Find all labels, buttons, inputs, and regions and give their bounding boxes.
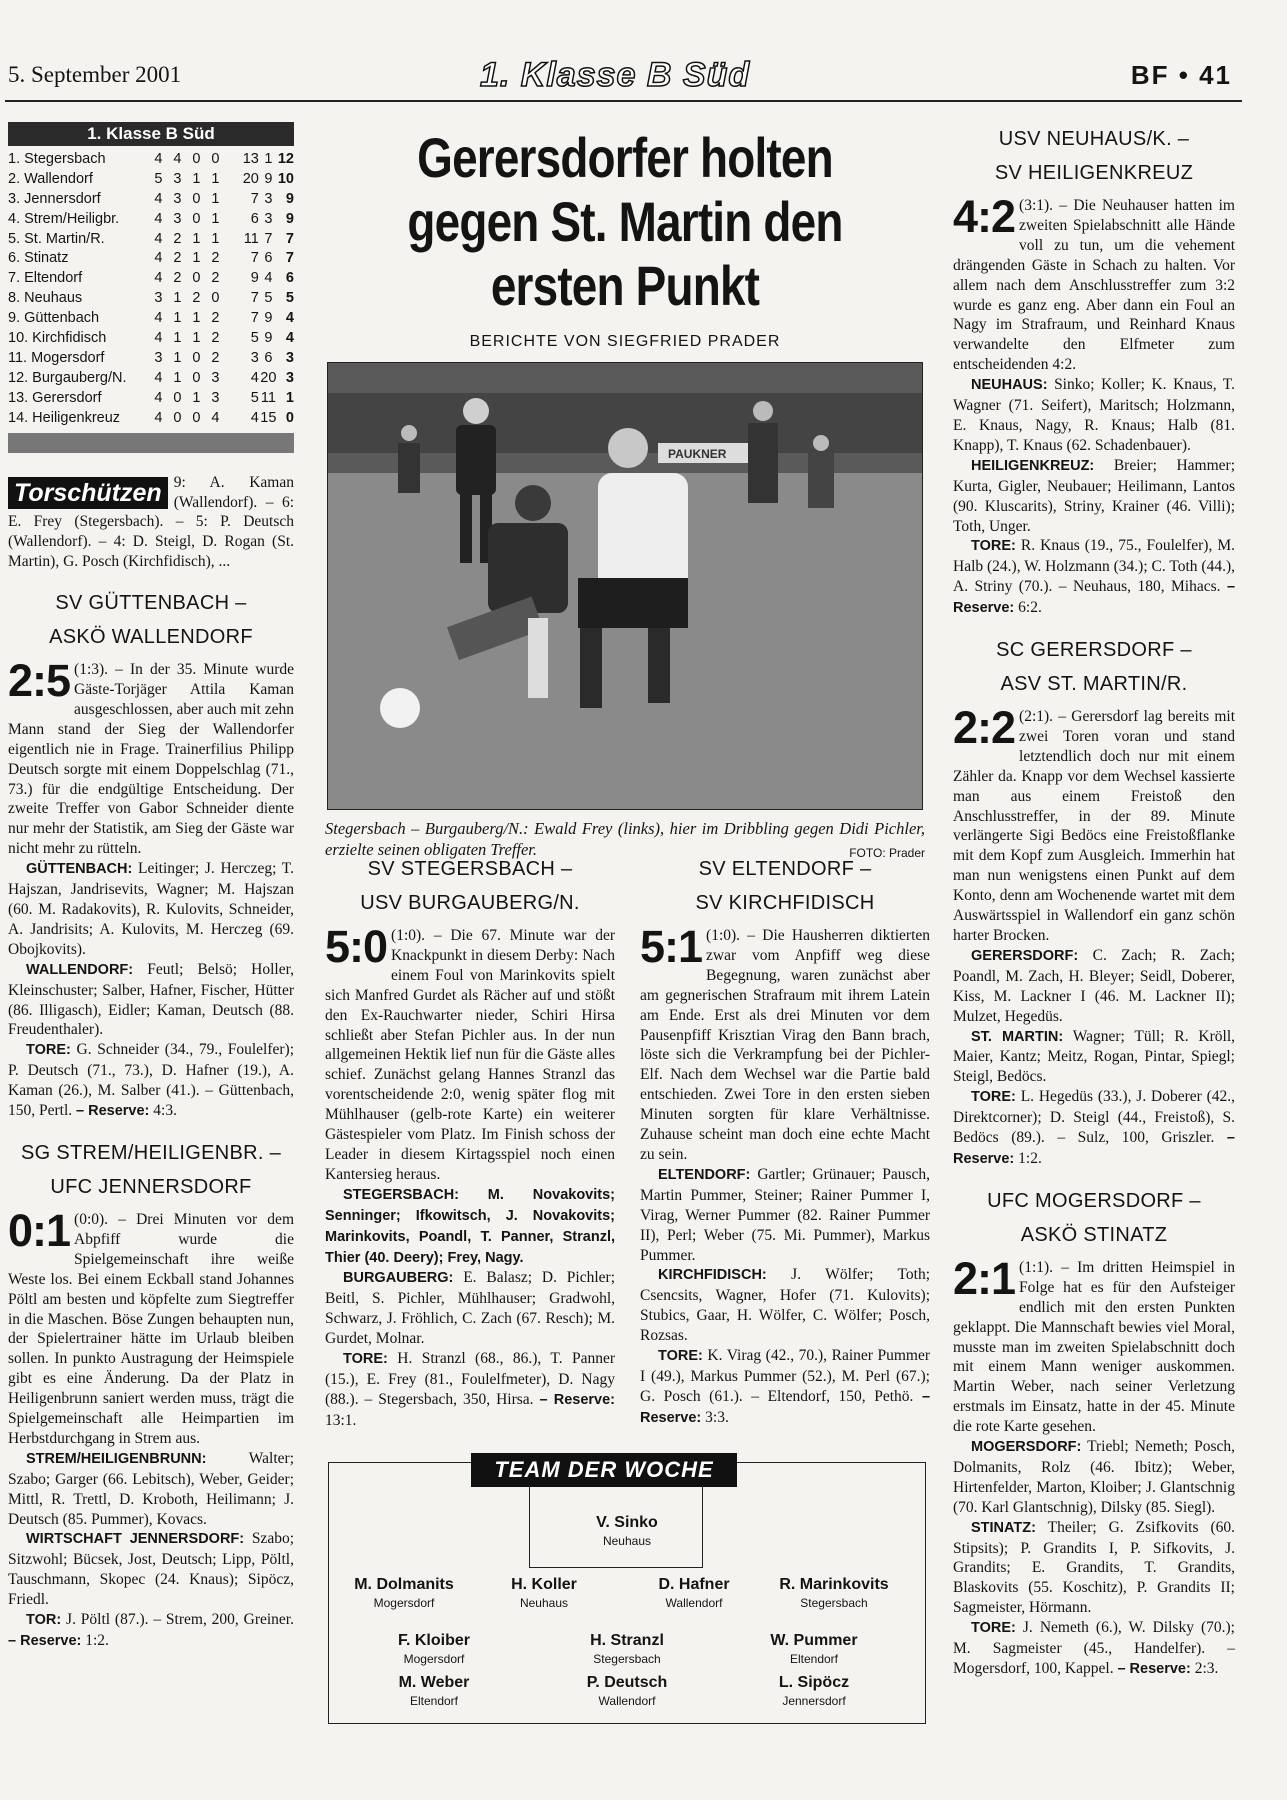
standings-footer-bar xyxy=(8,433,294,453)
match-score: 0:1 xyxy=(8,1204,71,1256)
standings-row xyxy=(8,150,294,170)
player-card: P. Deutsch Wallendorf xyxy=(586,1674,668,1708)
standings-cell-l: 3 xyxy=(211,389,220,406)
standings-cell-l: 2 xyxy=(211,250,220,267)
standings-row xyxy=(8,329,294,349)
player-card: M. Dolmanits Mogersdorf xyxy=(354,1576,454,1610)
match-eltendorf xyxy=(640,838,930,1429)
standings-cell-ga: 6 xyxy=(264,349,273,366)
standings-cell-ga: 9 xyxy=(264,170,273,187)
standings-cell-goals: 7 xyxy=(250,310,259,327)
player-card: D. Hafner Wallendorf xyxy=(658,1576,730,1610)
standings-cell-d: 2 xyxy=(192,290,201,307)
standings-row xyxy=(8,249,294,269)
standings-cell-w: 3 xyxy=(173,210,182,227)
standings-cell-goals: 11 xyxy=(243,230,259,247)
left-column xyxy=(8,122,294,1652)
standings-cell-d: 1 xyxy=(192,170,201,187)
match-heading: USV NEUHAUS/K. – SV HEILIGENKREUZ xyxy=(994,128,1194,184)
standings-cell-l: 2 xyxy=(211,349,220,366)
player-card: H. Koller Neuhaus xyxy=(511,1576,577,1610)
standings-cell-p: 4 xyxy=(154,230,163,247)
goals-line: TOR: J. Pöltl (87.). – Strem, 200, Greiner. – Reserve: 1:2. xyxy=(8,1611,294,1649)
match-score: 4:2 xyxy=(953,191,1016,242)
standings-cell-l: 3 xyxy=(211,369,220,386)
standings-row xyxy=(8,230,294,250)
lineup-away: BURGAUBERG: E. Balasz; D. Pichler; Beitl, S. Pichler, Mühlhauser; Gradwohl, Schwarz, J. Fröhlich, C. Zach (67. Resch); M. Gurdet, Molnar. xyxy=(325,1269,616,1348)
standings-cell-d: 0 xyxy=(192,369,201,386)
standings-cell-team: 13. Gerersdorf xyxy=(8,389,102,406)
byline: BERICHTE VON SIEGFRIED PRADER xyxy=(469,333,781,350)
match-report: 5:1 (1:0). – Die Hausherren diktierten zwar vom Anpfiff weg diese Begegnung, waren zunächst aber am gegnerischen Strafraum mit ihrem Latein am Ende. Erst als drei Minuten vor dem Pausenpfiff Krisztian Virag den Bann brach, löste sich die Verkrampfung bei der Pichler-Elf. Nach dem Wechsel war die Partie bald entschieden. Zwei Tore in den ersten sieben Minuten sorgten für klare Verhältnisse. Zuhause scheint man doch eine echte Macht zu sein. xyxy=(640,921,930,1163)
scorers-box xyxy=(8,473,294,573)
match-report: 2:2 (2:1). – Gerersdorf lag bereits mit zwei Toren voran und stand letztendlich doch nur mit einem Zähler da. Knapp vor dem Wechsel kassierte man aus einem Freistoß den Anschlusstreffer, in der 89. Minute verlängerte Sigi Bedöcs eine Freistoßflanke mit dem Kopf zum Ausgleich. Immerhin hat man nun wenigstens einen Punkt auf dem Konto, denn am Wochenende wartet mit dem Auswärtsspiel in Wallendorf ein ganz schön harter Brocken. xyxy=(953,702,1235,944)
standings-cell-p: 4 xyxy=(154,210,163,227)
standings-table xyxy=(8,150,294,429)
lineup-away: STINATZ: Theiler; G. Zsifkovits (60. Stipsits); P. Grandits I, P. Sifkovits, J. Grandits; E. Grandits, T. Grandits, Blaskovits (55. Koschitz), P. Grandits II; Sagmeister, Hörmann. xyxy=(953,1518,1235,1617)
goals-line: TORE: L. Hegedüs (33.), J. Doberer (42., Direktcorner); D. Steigl (44., Freistoß), S. Bedöcs (89.). – Sulz, 100, Griszler. – Reserve: 1:2. xyxy=(953,1088,1236,1167)
standings-cell-w: 2 xyxy=(173,270,182,287)
standings-cell-pts: 7 xyxy=(285,250,294,267)
player-card: R. Marinkovits Stegersbach xyxy=(779,1576,889,1610)
photo-caption: Stegersbach – Burgauberg/N.: Ewald Frey (links), hier im Dribbling gegen Didi Pichler, erzielte seinen obligaten Treffer. FOTO: Prader xyxy=(325,818,925,860)
standings-cell-goals: 13 xyxy=(242,150,259,167)
center-column xyxy=(325,122,925,864)
goals-line: TORE: K. Virag (42., 70.), Rainer Pummer I (49.), Markus Pummer (52.), M. Perl (67.); G. Posch (61.). – Eltendorf, 150, Pethö. – Reserve: 3:3. xyxy=(640,1347,931,1426)
lineup-home: ELTENDORF: Gartler; Grünauer; Pausch, Martin Pummer, Steiner; Rainer Pummer I, Virag, Werner Pummer (82. Rainer Pummer II), Perl; Weber (75. Mi. Pummer), Markus Pummer. xyxy=(640,1165,930,1264)
standings-cell-pts: 5 xyxy=(285,290,294,307)
standings-cell-w: 1 xyxy=(173,369,182,386)
standings-cell-p: 3 xyxy=(154,290,163,307)
standings-cell-ga: 5 xyxy=(264,290,273,307)
standings-cell-p: 4 xyxy=(154,389,163,406)
match-guettenbach xyxy=(8,586,294,1122)
standings-cell-l: 1 xyxy=(211,210,220,227)
standings-cell-l: 1 xyxy=(211,170,220,187)
standings-cell-l: 0 xyxy=(211,150,220,167)
match-score: 2:1 xyxy=(953,1252,1016,1304)
player-card: V. Sinko Neuhaus xyxy=(596,1514,658,1548)
goals-line: TORE: G. Schneider (34., 79., Foulelfer); P. Deutsch (71., 73.), D. Hafner (19.), A. Kaman (26.), M. Salber (41.). – Güttenbach, 150, Pertl. – Reserve: 4:3. xyxy=(8,1041,295,1120)
match-report: 5:0 (1:0). – Die 67. Minute war der Knackpunkt in diesem Derby: Nach einem Foul von Marinkovits spielt sich Manfred Gurdet als Rächer auf und stößt den Ex-Rauchwarter nieder, Schiri Hirsa schließt aber Stefan Pichler aus. In der nun allgemeinen Hektik lief nun für die Gäste alles schief. Zunächst gelang Hannes Stranzl das vorentscheidende 2:0, wenig später flog mit Mühlhauser (gelb-rote Karte) ein weiterer Gästespieler vom Platz. Im Finish schoss der Leader in diesem Kirtagsspiel noch einen Kantersieg heraus. xyxy=(325,921,615,1183)
standings-cell-w: 0 xyxy=(173,409,182,426)
match-stegersbach xyxy=(325,838,615,1431)
standings-cell-ga: 15 xyxy=(260,409,277,426)
standings-cell-d: 0 xyxy=(192,210,201,227)
standings-cell-l: 0 xyxy=(211,290,220,307)
standings-cell-p: 4 xyxy=(154,150,163,167)
standings-cell-goals: 9 xyxy=(250,270,259,287)
standings-cell-l: 4 xyxy=(211,409,220,426)
standings-cell-d: 1 xyxy=(192,389,201,406)
standings-cell-team: 4. Strem/Heiligbr. xyxy=(8,210,120,227)
standings-cell-pts: 7 xyxy=(285,230,294,247)
standings-cell-l: 2 xyxy=(211,310,220,327)
standings-title: 1. Klasse B Süd xyxy=(8,122,294,146)
standings-cell-team: 7. Eltendorf xyxy=(8,270,83,287)
standings-cell-team: 12. Burgauberg/N. xyxy=(8,369,127,386)
standings-cell-pts: 6 xyxy=(285,270,294,287)
lineup-home: GERERSDORF: C. Zach; R. Zach; Poandl, M. Zach, H. Bleyer; Seidl, Doberer, Kiss, M. Lackner I (46. M. Lackner II); Mulzet, Hegedüs. xyxy=(953,946,1236,1025)
photo-credit: FOTO: Prader xyxy=(849,845,925,860)
lineup-home: STREM/HEILIGENBRUNN: Walter; Szabo; Garger (66. Lebitsch), Weber, Geider; Mittl, R. Trettl, D. Kroboth, Heilimann; J. Deutsch (85. Pummer), Kovacs. xyxy=(8,1449,294,1528)
standings-cell-p: 4 xyxy=(154,330,163,347)
standings-cell-pts: 0 xyxy=(285,409,294,426)
standings-cell-d: 0 xyxy=(192,270,201,287)
standings-cell-goals: 5 xyxy=(250,389,259,406)
standings-cell-pts: 12 xyxy=(277,150,294,167)
match-score: 5:0 xyxy=(325,921,388,972)
standings-cell-goals: 20 xyxy=(242,170,259,187)
match-report: 2:5 (1:3). – In der 35. Minute wurde Gäste-Torjäger Attila Kaman ausgeschlossen, aber auch mit zehn Mann stand der Sieg der Wallendorfer eigentlich nie in Frage. Trainerfilius Philipp Deutsch sorgte mit einem Doppelschlag (71., 73.) für die endgültige Entscheidung. Der zweite Treffer von Gabor Schneider diente nur mehr der Statistik, am Sieg der Gäste war nicht mehr zu rütteln. xyxy=(8,655,294,858)
standings-cell-pts: 4 xyxy=(285,330,294,347)
standings-row xyxy=(8,210,294,230)
player-card: L. Sipöcz Jennersdorf xyxy=(778,1674,850,1708)
standings-cell-team: 3. Jennersdorf xyxy=(8,190,101,207)
lineup-away: KIRCHFIDISCH: J. Wölfer; Toth; Csencsits, Wagner, Hofer (71. Kulovits); Stubics, Gaar, H. Wölfer, C. Wölfer; Posch, Rozsas. xyxy=(640,1266,930,1345)
standings-cell-ga: 4 xyxy=(264,270,273,287)
match-score: 5:1 xyxy=(640,921,703,972)
match-heading: SV GÜTTENBACH – ASKÖ WALLENDORF xyxy=(49,592,253,649)
standings-cell-w: 2 xyxy=(173,230,182,247)
goals-line: TORE: R. Knaus (19., 75., Foulelfer), M. Halb (24.), W. Holzmann (34.); C. Toth (44.), A. Striny (70.). – Neuhaus, 180, Mihacs. – Reserve: 6:2. xyxy=(953,537,1236,617)
standings-cell-l: 2 xyxy=(211,330,220,347)
standings-cell-team: 1. Stegersbach xyxy=(8,150,106,167)
banner-text: PAUKNER xyxy=(668,446,727,461)
headline: Gerersdorfer holten gegen St. Martin den ersten Punkt xyxy=(407,126,843,317)
standings-cell-d: 1 xyxy=(192,330,201,347)
lineup-home: MOGERSDORF: Triebl; Nemeth; Posch, Dolmanits, Rolz (46. Ibitz); Weber, Hirtenfelder, Marton, Kloiber; J. Glantschnig (70. Karl Glantschnig), Dilsky (85. Siegl). xyxy=(953,1438,1235,1516)
standings-cell-w: 3 xyxy=(173,170,182,187)
standings-cell-p: 4 xyxy=(154,369,163,386)
match-heading: SG STREM/HEILIGENBR. – UFC JENNERSDORF xyxy=(21,1141,281,1198)
standings-cell-ga: 6 xyxy=(264,250,273,267)
standings-cell-p: 5 xyxy=(154,170,163,187)
standings-cell-w: 1 xyxy=(173,349,182,366)
standings-cell-w: 1 xyxy=(173,310,182,327)
standings-cell-w: 3 xyxy=(173,190,182,207)
standings-cell-team: 10. Kirchfidisch xyxy=(8,330,107,347)
standings-cell-ga: 3 xyxy=(264,190,273,207)
standings-cell-l: 1 xyxy=(211,230,220,247)
standings-cell-goals: 7 xyxy=(250,250,259,267)
standings-cell-l: 2 xyxy=(211,270,220,287)
standings-cell-w: 0 xyxy=(173,389,182,406)
standings-row xyxy=(8,389,294,409)
standings-cell-d: 0 xyxy=(192,190,201,207)
lineup-away: HEILIGENKREUZ: Breier; Hammer; Kurta, Gigler, Neubauer; Heilimann, Lantos (90. Kluscarits), Striny, Krainer (46. Villi); Toth, Unger. xyxy=(953,456,1235,535)
team-of-week-title: TEAM DER WOCHE xyxy=(471,1453,737,1487)
standings-cell-pts: 9 xyxy=(285,210,294,227)
standings-cell-d: 1 xyxy=(192,250,201,267)
standings-cell-team: 5. St. Martin/R. xyxy=(8,230,105,247)
standings-row xyxy=(8,409,294,429)
lineup-home: STEGERSBACH: M. Novakovits; Senninger; Ifkowitsch, J. Novakovits; Marinkovits, Poandl, T. Panner, Stranzl, Thier (40. Deery); Frey, Nagy. xyxy=(325,1186,615,1266)
standings-cell-ga: 20 xyxy=(260,369,277,386)
standings-cell-p: 4 xyxy=(154,409,163,426)
standings-cell-p: 4 xyxy=(154,310,163,327)
match-neuhaus xyxy=(953,122,1235,619)
standings-cell-w: 2 xyxy=(173,250,182,267)
standings-cell-p: 3 xyxy=(154,349,163,366)
standings-cell-w: 1 xyxy=(173,290,182,307)
player-card: W. Pummer Eltendorf xyxy=(770,1632,858,1666)
standings-cell-pts: 4 xyxy=(285,310,294,327)
standings-cell-goals: 7 xyxy=(250,290,259,307)
standings-cell-goals: 4 xyxy=(250,369,259,386)
player-card: F. Kloiber Mogersdorf xyxy=(397,1632,470,1666)
standings-row xyxy=(8,369,294,389)
page-number: BF • 41 xyxy=(1130,60,1232,90)
standings-cell-ga: 9 xyxy=(264,330,273,347)
match-report: 2:1 (1:1). – Im dritten Heimspiel in Folge hat es für den Aufsteiger endlich mit den ersten Punkten geklappt. Die Mannschaft bewies viel Moral, musste man im zweiten Spielabschnitt doch mit einem Mann weniger auskommen. Martin Weber, nach seiner Verletzung erstmals im Einsatz, hatte in der 45. Minute die rote Karte gesehen. xyxy=(953,1252,1235,1436)
match-photo xyxy=(327,362,923,810)
standings-cell-goals: 6 xyxy=(250,210,259,227)
lineup-away: ST. MARTIN: Wagner; Tüll; R. Kröll, Maier, Kantz; Meitz, Rogan, Pintar, Spiegl; Steigl, Bedöcs. xyxy=(953,1027,1236,1086)
standings-cell-ga: 1 xyxy=(264,150,273,167)
match-heading: SC GERERSDORF – ASV ST. MARTIN/R. xyxy=(996,639,1192,696)
lineup-home: GÜTTENBACH: Leitinger; J. Herczeg; T. Hajszan, Jandrisevits, Wagner; M. Hajszan (60. M. Radakovits), R. Kulovits, Schneider, A. Jandrisits; A. Kulovits, M. Herczeg (69. Obojkovits). xyxy=(8,860,294,958)
match-mogersdorf xyxy=(953,1184,1235,1680)
goals-line: TORE: H. Stranzl (68., 86.), T. Panner (15.), E. Frey (81., Foulelfmeter), D. Nagy (88.). – Stegersbach, 350, Hirsa. – Reserve: 13:1. xyxy=(325,1350,616,1429)
standings-cell-ga: 9 xyxy=(264,310,273,327)
standings-row xyxy=(8,349,294,369)
header-rule xyxy=(5,100,1242,102)
standings-cell-pts: 10 xyxy=(277,170,294,187)
standings-cell-d: 1 xyxy=(192,310,201,327)
standings-cell-ga: 3 xyxy=(264,210,273,227)
standings-cell-l: 1 xyxy=(211,190,220,207)
standings-cell-team: 6. Stinatz xyxy=(8,250,69,267)
section-title: 1. Klasse B Süd xyxy=(480,56,751,94)
standings-cell-goals: 4 xyxy=(250,409,259,426)
scorers-label: Torschützen xyxy=(8,477,168,509)
standings-cell-w: 4 xyxy=(173,150,182,167)
standings-cell-pts: 3 xyxy=(285,349,294,366)
scorers-text: 9: A. Kaman (Wallendorf). – 6: E. Frey (Stegersbach). – 5: P. Deutsch (Wallendorf). – 4: D. Steigl, D. Rogan (St. Martin), G. Posch (Kirchfidisch), ... xyxy=(8,473,294,571)
match-score: 2:2 xyxy=(953,702,1016,754)
standings-cell-team: 8. Neuhaus xyxy=(8,290,83,307)
issue-date: 5. September 2001 xyxy=(8,62,182,87)
standings-cell-goals: 7 xyxy=(250,190,259,207)
standings-cell-pts: 3 xyxy=(285,369,294,386)
match-report: 4:2 (3:1). – Die Neuhauser hatten im zweiten Spielabschnitt alle Hände voll zu tun, um die vehement drängenden Gäste in Schach zu halten. Vor allem nach dem Anschlusstreffer zum 3:2 wurde es ganz eng. Aber dann ein Foul an Nagy im Strafraum, und Reinhard Knaus verwandelte den Elfmeter zum entscheidenden 4:2. xyxy=(953,191,1235,374)
standings-cell-ga: 7 xyxy=(264,230,273,247)
standings-row xyxy=(8,309,294,329)
match-heading: SV STEGERSBACH – USV BURGAUBERG/N. xyxy=(360,858,580,914)
goals-line: TORE: J. Nemeth (6.), W. Dilsky (70.); M. Sagmeister (45., Handelfer). – Mogersdorf, 100, Kappel. – Reserve: 2:3. xyxy=(953,1619,1235,1677)
standings-cell-team: 9. Güttenbach xyxy=(8,310,100,327)
standings-cell-goals: 5 xyxy=(250,330,259,347)
lineup-home: NEUHAUS: Sinko; Koller; K. Knaus, T. Wagner (71. Seifert), Maritsch; Holzmann, E. Knaus, Nagy, R. Knaus; Halb (81. Knapp), T. Knaus (62. Schadenbauer). xyxy=(953,376,1235,454)
match-heading: UFC MOGERSDORF – ASKÖ STINATZ xyxy=(987,1189,1201,1246)
standings-cell-pts: 1 xyxy=(285,389,294,406)
match-heading: SV ELTENDORF – SV KIRCHFIDISCH xyxy=(695,858,875,914)
player-card: H. Stranzl Stegersbach xyxy=(590,1632,664,1666)
standings-cell-team: 2. Wallendorf xyxy=(8,170,93,187)
standings-cell-d: 0 xyxy=(192,349,201,366)
standings-cell-p: 4 xyxy=(154,250,163,267)
standings-cell-p: 4 xyxy=(154,270,163,287)
match-score: 2:5 xyxy=(8,655,71,707)
lineup-away: WALLENDORF: Feutl; Belsö; Holler, Kleinschuster; Salber, Hafner, Fischer, Hütter (86. Illigasch), Eidler; Kaman, Deutsch (88. Freudenthaler). xyxy=(8,960,294,1039)
standings-cell-pts: 9 xyxy=(285,190,294,207)
player-card: M. Weber Eltendorf xyxy=(398,1674,470,1708)
match-gerersdorf xyxy=(953,633,1235,1170)
match-report: 0:1 (0:0). – Drei Minuten vor dem Abpfiff wurde die Spielgemeinschaft ihre weiße Weste los. Bei einem Eckball stand Johannes Pöltl am besten und köpfelte zum Siegtreffer in die Maschen. Böse Zungen behaupten nun, der Spielertrainer hätte im Urlaub bleiben sollen. In punkto Austragung der Heimspiele gibt es eine Änderung. Da der Platz in Heiligenbrunn saniert werden muss, trägt die Spielgemeinschaft alle Heimpartien im Herbstdurchgang in Strem aus. xyxy=(8,1204,294,1447)
lineup-away: WIRTSCHAFT JENNERSDORF: Szabo; Sitzwohl; Bücsek, Jost, Deutsch; Lipp, Pöltl, Tauschmann, Skopec (24. Knaus); Sipöcz, Friedl. xyxy=(8,1530,294,1609)
standings-row xyxy=(8,170,294,190)
standings-cell-d: 0 xyxy=(192,150,201,167)
right-column xyxy=(953,122,1235,1680)
standings-cell-ga: 11 xyxy=(260,389,276,406)
match-strem xyxy=(8,1136,294,1652)
standings-cell-w: 1 xyxy=(173,330,182,347)
standings-row xyxy=(8,269,294,289)
standings-cell-goals: 3 xyxy=(250,349,259,366)
standings-row xyxy=(8,190,294,210)
standings-cell-d: 1 xyxy=(192,230,201,247)
standings-cell-d: 0 xyxy=(192,409,201,426)
standings-cell-team: 14. Heiligenkreuz xyxy=(8,409,121,426)
team-of-week xyxy=(328,1457,926,1724)
football-photo-illustration xyxy=(328,363,922,809)
standings-cell-team: 11. Mogersdorf xyxy=(8,349,105,366)
standings-row xyxy=(8,289,294,309)
standings-cell-p: 4 xyxy=(154,190,163,207)
